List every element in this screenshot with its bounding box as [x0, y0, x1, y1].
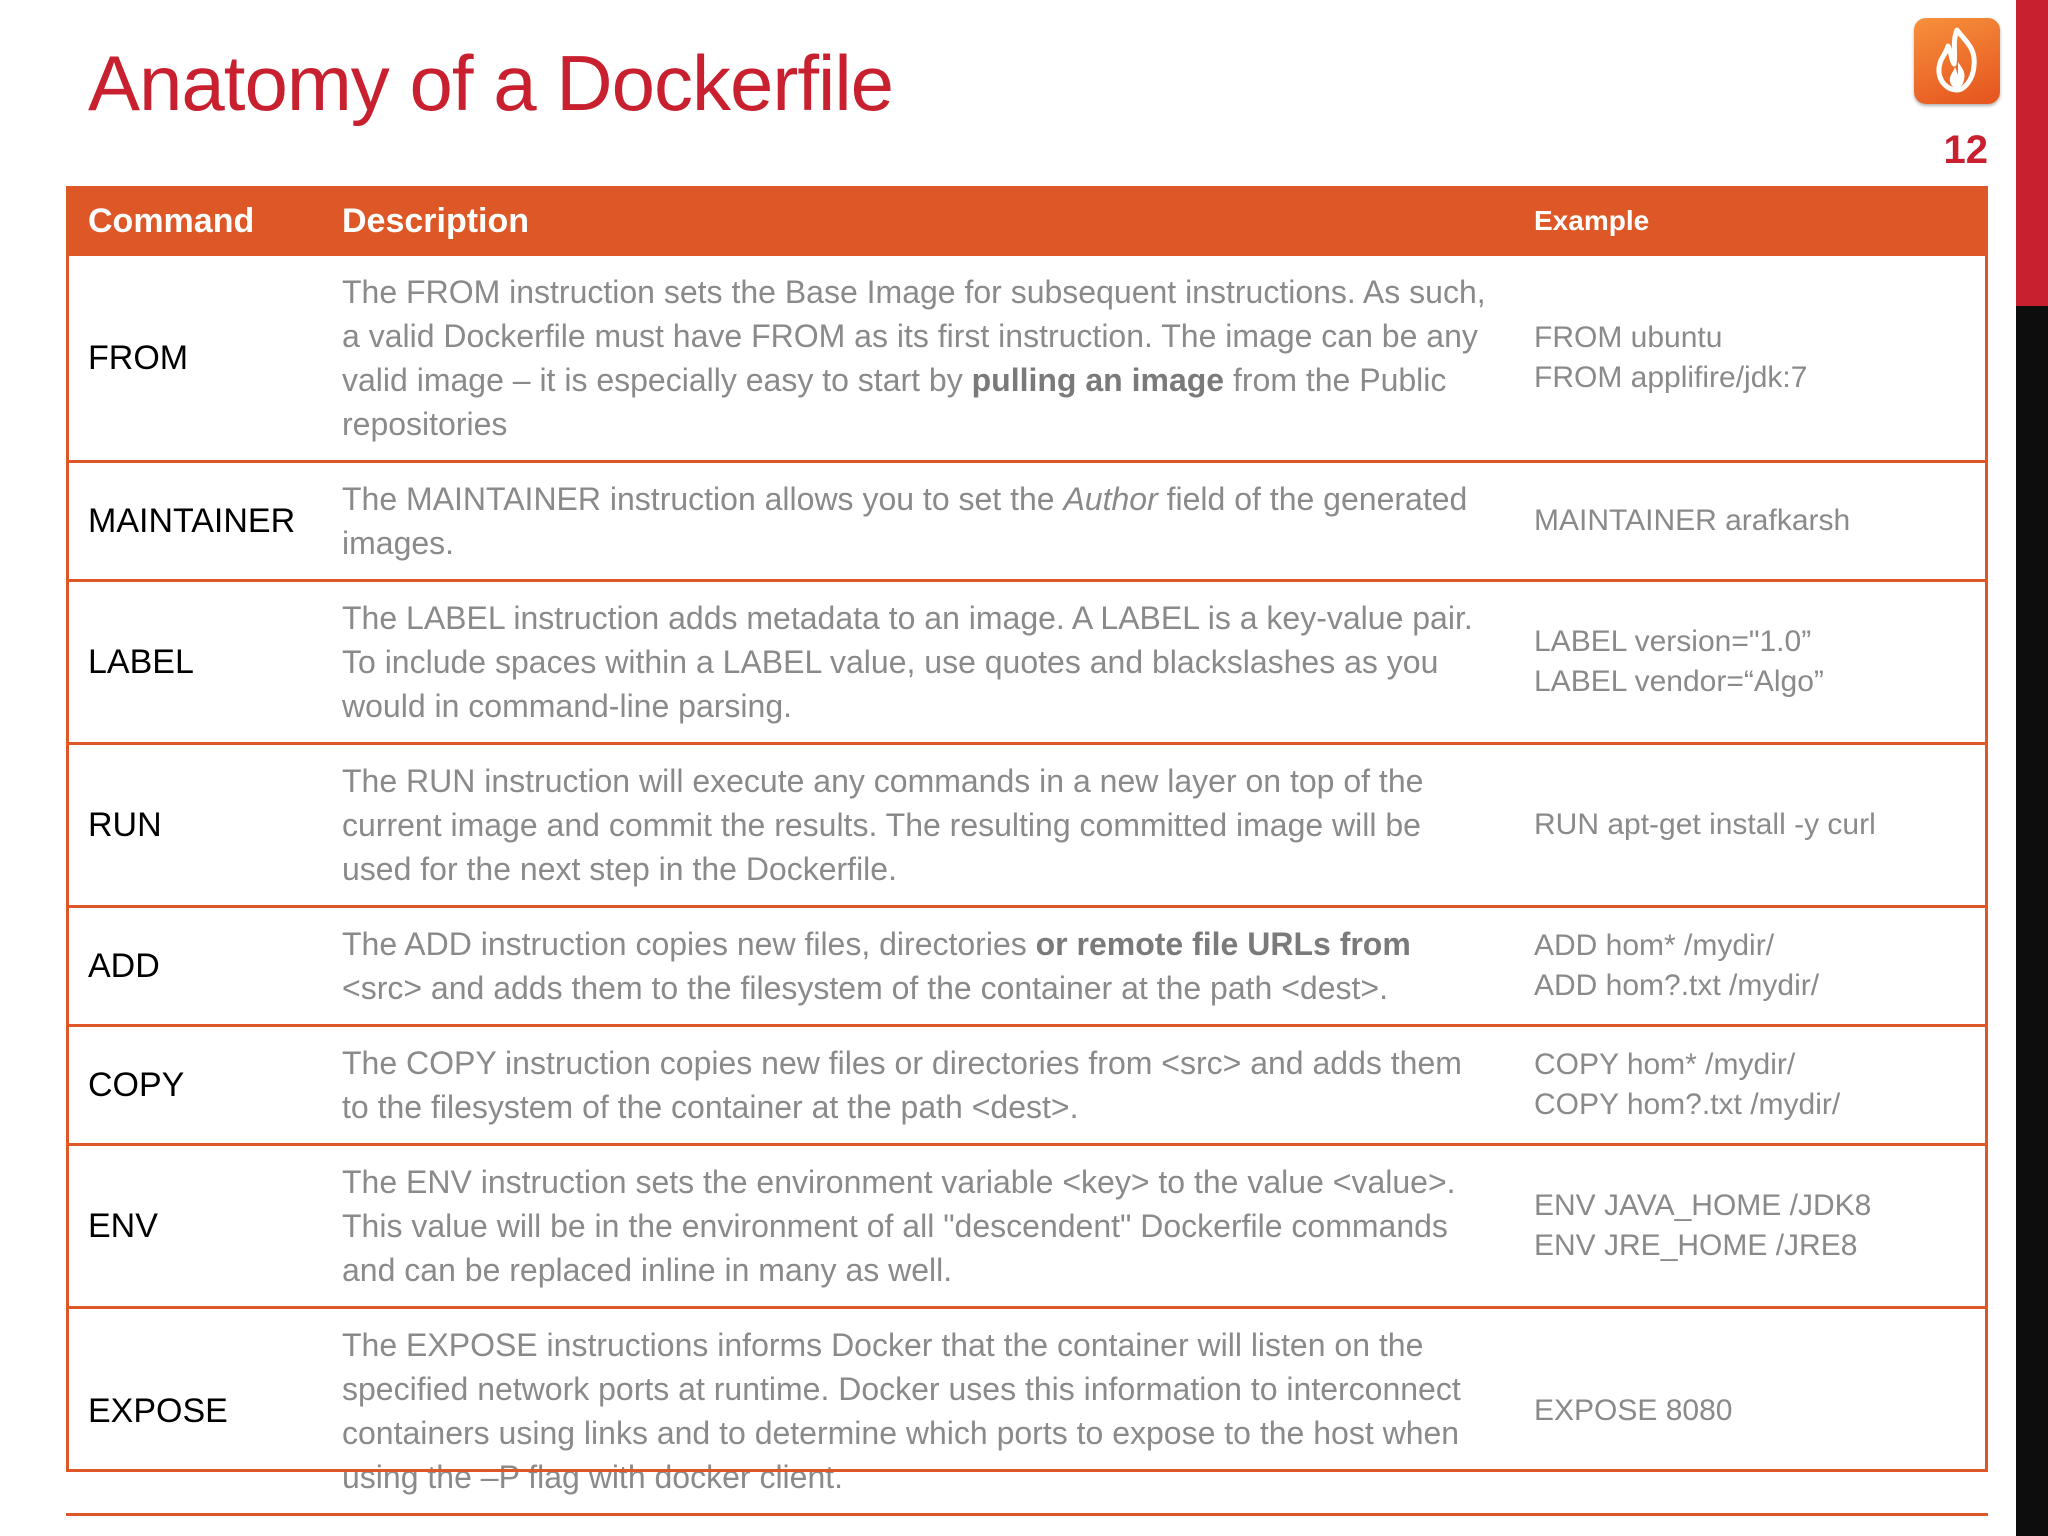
description-cell: The RUN instruction will execute any commands in a new layer on top of the current image and commit the results. The resulting committed image will be used for the next step in the Dockerfile. — [342, 763, 1424, 887]
example-cell: EXPOSE 8080 — [1534, 1394, 1733, 1427]
dockerfile-commands-table — [66, 186, 1988, 1516]
command-cell: LABEL — [88, 642, 194, 681]
example-cell: ENV JAVA_HOME /JDK8 ENV JRE_HOME /JRE8 — [1534, 1189, 1872, 1262]
command-cell: ENV — [88, 1206, 158, 1245]
header-example: Example — [1534, 205, 1650, 236]
table-row-run — [66, 744, 1988, 907]
page-number: 12 — [1943, 128, 1988, 172]
example-cell: FROM ubuntu FROM applifire/jdk:7 — [1534, 321, 1808, 394]
table-row-expose — [66, 1308, 1988, 1515]
example-cell: ADD hom* /mydir/ ADD hom?.txt /mydir/ — [1534, 929, 1820, 1002]
example-cell: LABEL version="1.0” LABEL vendor=“Algo” — [1534, 625, 1824, 698]
description-cell: The ENV instruction sets the environment variable <key> to the value <value>. This value will be in the environment of all "descendent" Dockerfile commands and can be replaced inline in many as well. — [342, 1164, 1456, 1288]
command-cell: RUN — [88, 805, 162, 844]
side-accent-bar-black — [2016, 306, 2048, 1536]
example-cell: COPY hom* /mydir/ COPY hom?.txt /mydir/ — [1534, 1048, 1841, 1121]
command-cell: COPY — [88, 1065, 185, 1104]
table-row-from — [66, 256, 1988, 462]
table-row-copy — [66, 1026, 1988, 1145]
table-row-maintainer — [66, 462, 1988, 581]
slide-title: Anatomy of a Dockerfile — [88, 39, 894, 127]
description-cell: The ADD instruction copies new files, directories or remote file URLs from <src> and adds them to the filesystem of the container at the path <dest>. — [342, 926, 1411, 1006]
command-cell: FROM — [88, 338, 189, 377]
description-cell: The COPY instruction copies new files or directories from <src> and adds them to the filesystem of the container at the path <dest>. — [342, 1045, 1462, 1125]
table-row-label — [66, 581, 1988, 744]
header-command: Command — [88, 201, 255, 240]
command-cell: EXPOSE — [88, 1391, 228, 1430]
example-cell: MAINTAINER arafkarsh — [1534, 504, 1851, 537]
flame-logo-icon — [1914, 18, 2000, 104]
description-cell: The LABEL instruction adds metadata to an image. A LABEL is a key-value pair. To include spaces within a LABEL value, use quotes and blackslashes as you would in command-line parsing. — [342, 600, 1473, 724]
table-header-row — [66, 186, 1988, 256]
command-cell: ADD — [88, 946, 160, 985]
command-cell: MAINTAINER — [88, 501, 296, 540]
description-cell: The FROM instruction sets the Base Image for subsequent instructions. As such, a valid Dockerfile must have FROM as its first instruction. The image can be any valid image – it is especially easy to start by pulling an image from the Public repositories — [342, 274, 1486, 442]
side-accent-bar-red — [2016, 0, 2048, 306]
description-cell: The EXPOSE instructions informs Docker that the container will listen on the specified network ports at runtime. Docker uses this information to interconnect containers using links and to determine which ports to expose to the host when using the –P flag with docker client. — [342, 1327, 1461, 1495]
header-description: Description — [342, 201, 530, 240]
table-row-env — [66, 1145, 1988, 1308]
description-cell: The MAINTAINER instruction allows you to set the Author field of the generated images. — [342, 481, 1468, 561]
example-cell: RUN apt-get install -y curl — [1534, 808, 1876, 841]
table-row-add — [66, 907, 1988, 1026]
